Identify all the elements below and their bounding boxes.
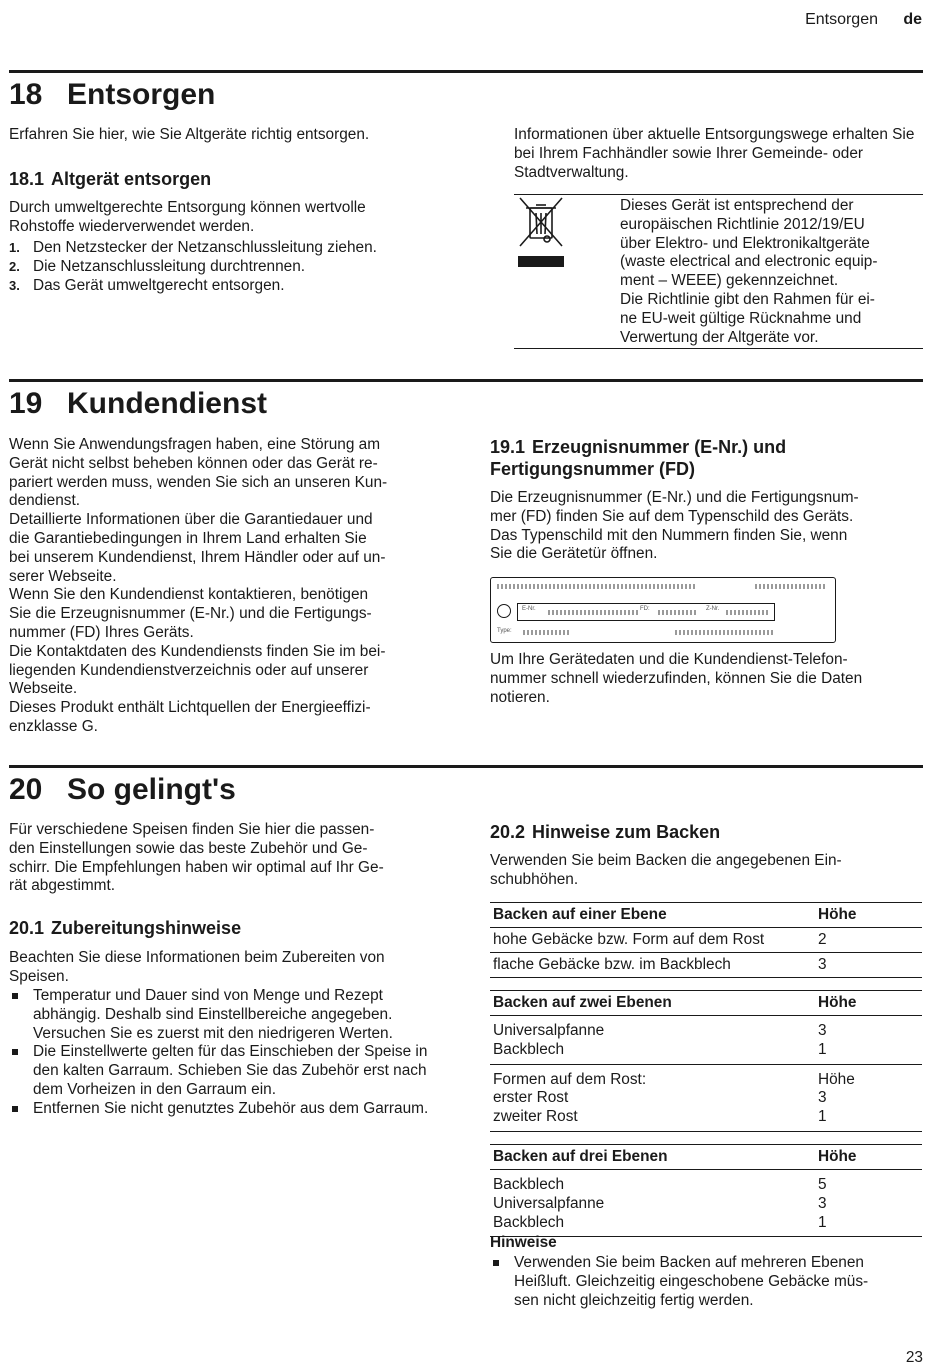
table-header-row: Backen auf einer Ebene Höhe xyxy=(490,903,922,928)
subsection-20-1-text: Beachten Sie diese Informationen beim Zubereiten von Speisen. xyxy=(9,949,385,985)
table-row: Backblech 5 xyxy=(493,1175,827,1193)
table-row: Universalpfanne 3 xyxy=(493,1194,827,1212)
section-number: 20 xyxy=(9,773,43,806)
plate-type-label: Type: xyxy=(497,628,512,634)
header-language: de xyxy=(903,11,922,28)
subsection-number: 20.2 xyxy=(490,822,526,842)
section-number: 18 xyxy=(9,78,43,111)
list-item: Temperatur und Dauer sind von Menge und Rezept abhängig. Deshalb sind Einstellbereiche angegeben. Versuchen Sie es zuerst mit den niedrigeren Werten. xyxy=(9,987,439,1043)
subsection-20-1-heading xyxy=(9,917,241,939)
subsection-20-2-text: Verwenden Sie beim Backen die angegebenen Ein- schubhöhen. xyxy=(490,852,842,888)
table-row: Universalpfanne 3 xyxy=(493,1022,827,1039)
notes-title: Hinweise xyxy=(490,1234,557,1251)
subsection-number: 19.1 xyxy=(490,437,526,457)
section-20-heading xyxy=(9,773,236,807)
subsection-number: 20.1 xyxy=(9,918,45,938)
type-plate-note: Um Ihre Gerätedaten und die Kundendienst-Telefon- nummer schnell wiederzufinden, können Sie die Daten notieren. xyxy=(490,651,863,706)
table-row: Formen auf dem Rost: Höhe xyxy=(493,1070,855,1088)
subsection-19-1-heading: 19.1 Erzeugnisnummer (E-Nr.) und Fertigungsnummer (FD) xyxy=(490,437,787,479)
plate-fd-label: FD: xyxy=(640,606,650,612)
header-section-title: Entsorgen xyxy=(805,11,878,28)
section-18-intro: Erfahren Sie hier, wie Sie Altgeräte richtig entsorgen. xyxy=(9,126,370,143)
table-row: flache Gebäcke bzw. im Backblech 3 xyxy=(490,953,922,978)
section-20-intro: Für verschiedene Speisen finden Sie hier die passen- den Einstellungen sowie das beste Zubehör und Ge- schirr. Die Empfehlungen haben wir optimal auf Ihr Ge- rät abgestimmt. xyxy=(9,821,384,895)
table-row: zweiter Rost 1 xyxy=(493,1108,827,1126)
customer-service-text: Wenn Sie Anwendungsfragen haben, eine Störung am Gerät nicht selbst beheben können oder das Gerät re- pariert werden muss, wenden Sie sich an unseren Kun- dendienst. Detaillierte Informationen über die Garantiedauer und die Garantiebedingungen in Ihrem Land erhalten Sie bei unserem Kundendienst, Ihrem Händler oder auf un- serer Webseite. Wenn Sie den Kundendienst kontaktieren, benötigen Sie die Erzeugnisnummer (E-Nr.) und die Fertigungs- nummer (FD) Ihres Geräts. Die Kontaktdaten des Kundendiensts finden Sie im bei- liegenden Kundendienstverzeichnis oder auf unserer Webseite. Dieses Produkt enthält Lichtquellen der Energieeffizi- enzklasse G. xyxy=(9,436,388,735)
weee-box-top-rule xyxy=(514,194,923,195)
weee-text: Dieses Gerät ist entsprechend der europäischen Richtlinie 2012/19/EU über Elektro- und Elektronikaltgeräte (waste electrical and electronic equip- ment – WEEE) gekennzeichnet. Die Richtlinie gibt den Rahmen für ei- ne EU-weit gültige Rücknahme und Verwertung der Altgeräte vor. xyxy=(620,197,878,346)
subsection-18-1-text: Durch umweltgerechte Entsorgung können wertvolle Rohstoffe wiederverwendet werden. xyxy=(9,199,366,235)
subsection-title: Altgerät entsorgen xyxy=(51,169,212,189)
list-item: Die Einstellwerte gelten für das Einschieben der Speise in den kalten Garraum. Schieben Sie das Zubehör erst nach dem Vorheizen in den Garraum ein. xyxy=(9,1043,439,1099)
disposal-info-text: Informationen über aktuelle Entsorgungswege erhalten Sie bei Ihrem Fachhändler sowie Ihrer Gemeinde- oder Stadtverwaltung. xyxy=(514,126,915,181)
subsection-20-2-heading xyxy=(490,821,720,843)
preparation-hints-list xyxy=(9,987,439,1119)
subsection-18-1-heading xyxy=(9,168,211,190)
section-rule xyxy=(9,379,923,382)
baking-levels-table xyxy=(490,902,922,1237)
table-header-row: Backen auf drei Ebenen Höhe xyxy=(490,1144,922,1169)
section-title: Kundendienst xyxy=(67,387,267,420)
plate-logo-icon xyxy=(497,604,511,618)
plate-enr-label: E-Nr. xyxy=(522,606,536,612)
table-row: Backblech 1 xyxy=(493,1040,827,1058)
plate-znr-label: Z-Nr. xyxy=(706,606,720,612)
table-one-level xyxy=(490,902,922,1237)
step-item: 3. Das Gerät umweltgerecht entsorgen. xyxy=(9,276,285,294)
subsection-19-1-text: Die Erzeugnisnummer (E-Nr.) und die Fertigungsnum- mer (FD) finden Sie auf dem Typenschild des Geräts. Das Typenschild mit den Nummern finden Sie, wenn Sie die Gerätetür öffnen. xyxy=(490,489,859,563)
section-number: 19 xyxy=(9,387,43,420)
weee-box-bottom-rule xyxy=(514,348,923,349)
section-rule xyxy=(9,70,923,73)
step-item: 2. Die Netzanschlussleitung durchtrennen. xyxy=(9,257,306,275)
section-title: Entsorgen xyxy=(67,78,216,111)
subsection-title: Hinweise zum Backen xyxy=(532,822,721,842)
list-item: Verwenden Sie beim Backen auf mehreren Ebenen Heißluft. Gleichzeitig eingeschobene Gebäcke müs- sen nicht gleichzeitig fertig werden. xyxy=(490,1254,922,1310)
disposal-steps xyxy=(9,239,439,295)
page-number: 23 xyxy=(905,1349,923,1366)
section-title: So gelingt's xyxy=(67,773,236,806)
plate-number-field xyxy=(517,603,775,621)
notes-list xyxy=(490,1254,922,1310)
section-rule xyxy=(9,765,923,768)
type-plate-illustration xyxy=(490,577,836,643)
weee-crossed-bin-icon xyxy=(516,196,566,268)
table-header-row: Backen auf zwei Ebenen Höhe xyxy=(490,991,922,1016)
section-19-heading xyxy=(9,387,267,421)
section-18-heading xyxy=(9,78,215,112)
table-row: erster Rost 3 xyxy=(493,1089,827,1107)
subsection-number: 18.1 xyxy=(9,169,45,189)
list-item: Entfernen Sie nicht genutztes Zubehör aus dem Garraum. xyxy=(9,1100,439,1119)
table-row: Backblech 1 xyxy=(493,1213,827,1231)
step-item: 1. Den Netzstecker der Netzanschlussleitung ziehen. xyxy=(9,239,377,256)
subsection-title: Zubereitungshinweise xyxy=(51,918,242,938)
table-row: hohe Gebäcke bzw. Form auf dem Rost 2 xyxy=(490,928,922,953)
